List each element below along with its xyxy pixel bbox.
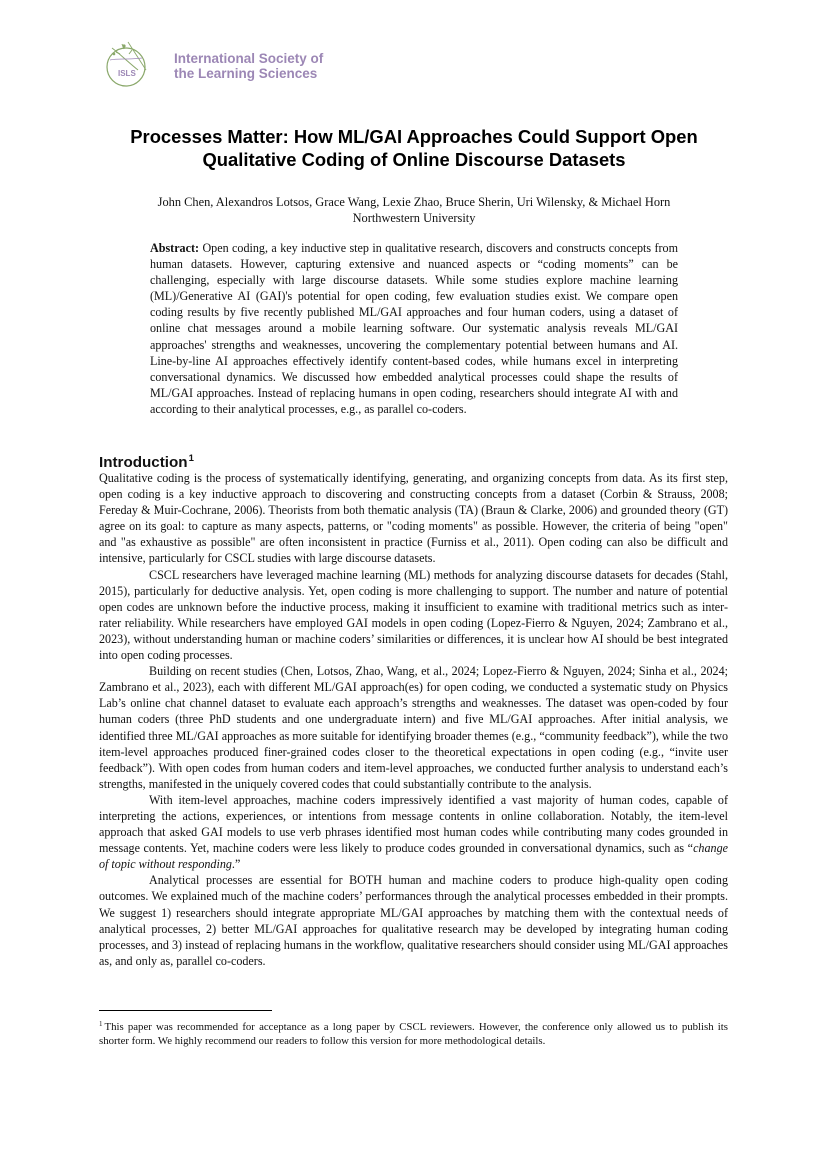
isls-circle-logo-icon	[98, 40, 160, 88]
abstract-label: Abstract:	[150, 241, 200, 255]
abstract-text: Open coding, a key inductive step in qualitative research, discovers and constructs concepts from human datasets. However, capturing extensive and nuanced aspects or “coding moments” can be challenging, especially with large discourse datasets. While some studies explore machine learning (ML)/Generative AI (GAI)'s potential for open coding, few evaluation studies exist. We compare open coding results by five recently published ML/GAI approaches and four human coders, using a dataset of online chat messages around a mobile learning software. Our systematic analysis reveals ML/GAI approaches' strengths and weaknesses, uncovering the complementary potential between humans and AI. Line-by-line AI approaches effectively identify content-based codes, while humans excel in interpreting conversational dynamics. We discussed how embedded analytical processes could shape the results of ML/GAI approaches. Instead of replacing humans in open coding, researchers should integrate AI with and according to their analytical processes, e.g., as parallel co-coders.	[150, 241, 679, 416]
paragraph-4	[99, 792, 728, 872]
org-name-line-2: the Learning Sciences	[174, 66, 318, 81]
abstract	[150, 240, 678, 417]
paragraph-4-main: With item-level approaches, machine coders impressively identified a vast majority of human codes, capable of interpreting the actions, experiences, or intentions from message contents in online collaboration. Notably, the item-level approach that asked GAI models to use verb phrases identified most human codes while contributing many codes grounded in message contents. Yet, machine coders were less likely to produce codes grounded in conversational dynamics, such as “	[99, 792, 728, 856]
org-name-line-1: International Society of	[174, 51, 324, 66]
footnote-divider	[99, 1010, 272, 1011]
paragraph-4-end: .”	[231, 857, 241, 872]
isls-logo	[98, 40, 338, 90]
paper-title	[70, 125, 758, 171]
logo-mark-text: ISLS	[118, 69, 136, 78]
author-list: John Chen, Alexandros Lotsos, Grace Wang, Lexie Zhao, Bruce Sherin, Uri Wilensky, & Michael Horn	[157, 195, 671, 209]
organization-name	[174, 51, 323, 81]
author-block	[70, 194, 758, 226]
footnote	[99, 1017, 728, 1048]
introduction-heading-text: Introduction	[99, 454, 188, 471]
paragraph-5: Analytical processes are essential for BOTH human and machine coders to produce high-quality open coding outcomes. We explained much of the machine coders’ performances through the analytical processes embedded in their prompts. We suggest 1) researchers should integrate appropriate ML/GAI approaches by matching them with the contextual needs of analytical processes, 2) better ML/GAI approaches for qualitative research may be developed by integrating human coding processes, and 3) instead of replacing humans in the workflow, qualitative researchers should consider using ML/GAI approaches as, and only as, parallel co-coders.	[99, 873, 728, 968]
footnote-marker: 1	[99, 1020, 103, 1028]
affiliation: Northwestern University	[352, 211, 476, 225]
paragraph-4-quote: change of topic without responding	[99, 841, 728, 872]
paragraph-2: CSCL researchers have leveraged machine learning (ML) methods for analyzing discourse datasets for decades (Stahl, 2015), particularly for deductive analysis. Yet, open coding is more challenging to support. The number and nature of potential open codes are unknown before the inductive process, making it insufficient to examine with traditional metrics such as inter-rater reliability. While researchers have employed GAI models in open coding (Lopez-Fierro & Nguyen, 2024; Zambrano et al., 2023), without understanding human or machine coders’ similarities or differences, it is unclear how AI should be best integrated into open coding processes.	[99, 567, 728, 663]
introduction-body	[99, 470, 728, 969]
paragraph-3: Building on recent studies (Chen, Lotsos, Zhao, Wang, et al., 2024; Lopez-Fierro & Nguyen, 2024; Sinha et al., 2024; Zambrano et al., 2023), each with different ML/GAI approach(es) for open coding, we conducted a systematic study on Physics Lab’s online chat channel dataset to evaluate each approach’s strengths and weaknesses. The dataset was open-coded by four human coders (three PhD students and one undergraduate intern) and five ML/GAI approaches. After initial analysis, we identified three ML/GAI approaches as more suitable for identifying broader themes (e.g., “community feedback”), while the two item-level approaches produced finer-grained codes closer to the theoretical expectations in open coding (e.g., “invite user feedback”). With open codes from human coders and item-level approaches, we conducted further analysis to understand each’s strengths, manifested in the uniquely covered codes that could substantially contribute to the analysis.	[99, 664, 728, 791]
title-line-2: Qualitative Coding of Online Discourse Datasets	[202, 149, 626, 170]
footnote-text: This paper was recommended for acceptance as a long paper by CSCL reviewers. However, the conference only allowed us to publish its shorter form. We highly recommend our readers to follow this version for more methodological details.	[99, 1021, 728, 1047]
paragraph-1: Qualitative coding is the process of systematically identifying, generating, and organizing concepts from data. As its first step, open coding is a key inductive approach to discovering and constructing concepts from a dataset (Corbin & Strauss, 2008; Fereday & Muir-Cochrane, 2006). Theorists from both thematic analysis (TA) (Braun & Clarke, 2006) and grounded theory (GT) agree on its goal: to capture as many aspects, patterns, or "coding moments" as possible. However, the criteria of being "open" and "as exhaustive as possible" are often inconsistent in practice (Furniss et al., 2011). Open coding can also be difficult and intensive, particularly for CSCL studies with large discourse datasets.	[99, 471, 728, 566]
footnote-reference: 1	[188, 453, 194, 464]
title-line-1: Processes Matter: How ML/GAI Approaches Could Support Open	[130, 126, 698, 147]
introduction-heading	[99, 450, 194, 472]
